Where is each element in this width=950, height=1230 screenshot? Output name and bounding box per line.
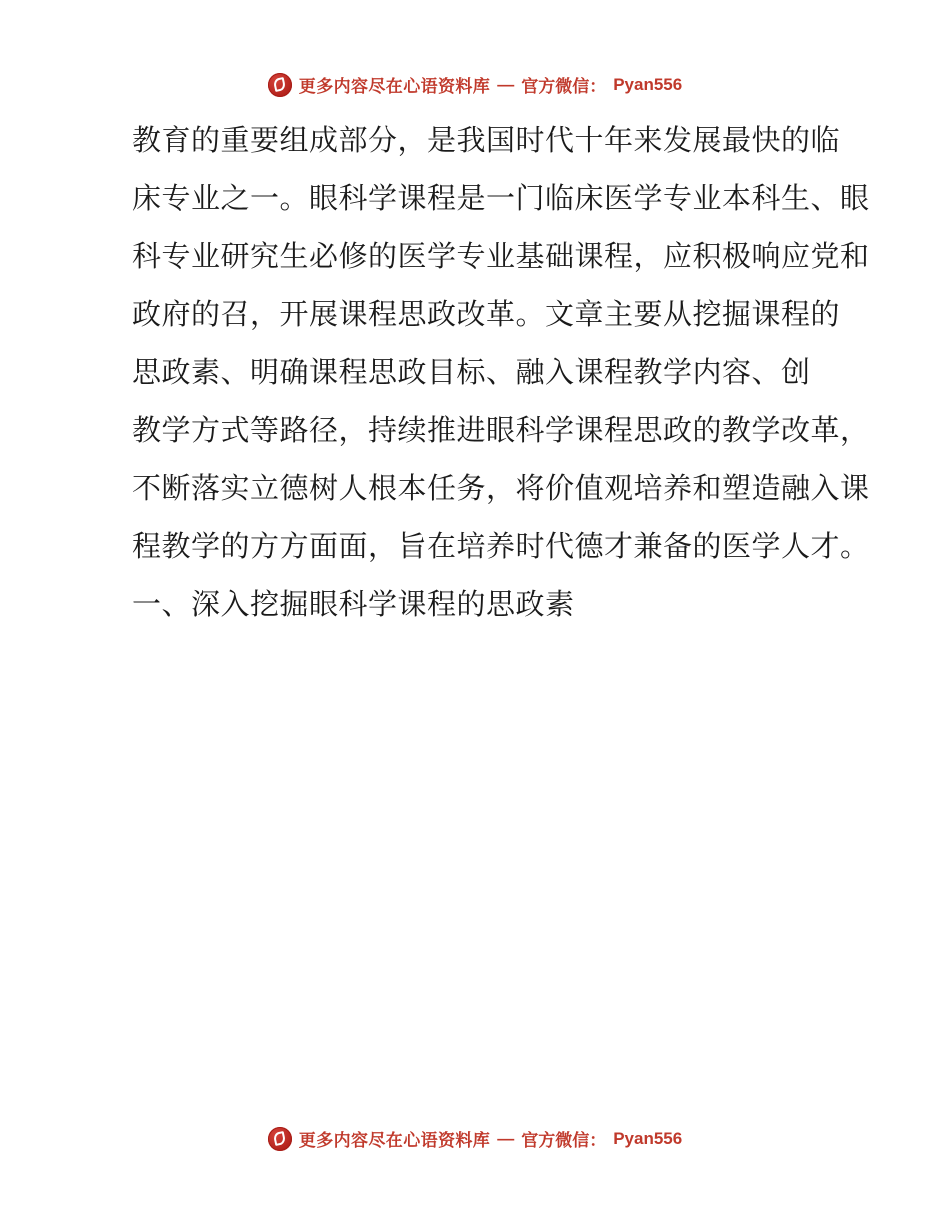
- watermark-wechat-handle: Pyan556: [613, 1128, 683, 1148]
- watermark-wechat-label: 官方微信：: [521, 77, 607, 96]
- watermark-logo-icon: [268, 1127, 292, 1151]
- paragraph: 教育的重要组成部分，是我国时代十年来发展最快的临: [132, 125, 841, 157]
- paragraph: 政府的召，开展课程思政改革。文章主要从挖掘课程的: [132, 299, 841, 331]
- watermark-text: 更多内容尽在心语资料库: [298, 77, 491, 96]
- paragraph: 程教学的方方面面，旨在培养时代德才兼备的医学人才。: [132, 531, 870, 563]
- watermark-separator: —: [497, 1128, 515, 1148]
- watermark-wechat-handle: Pyan556: [613, 74, 683, 94]
- watermark-logo-icon: [268, 73, 292, 97]
- document-body: [74, 112, 874, 634]
- watermark-separator: —: [497, 74, 515, 94]
- paragraph: 科专业研究生必修的医学专业基础课程，应积极响应党和: [132, 241, 870, 273]
- watermark-banner-bottom: [0, 1126, 950, 1151]
- watermark-banner-top: [0, 72, 950, 97]
- paragraph: 不断落实立德树人根本任务，将价值观培养和塑造融入课: [132, 473, 870, 505]
- paragraph: 教学方式等路径，持续推进眼科学课程思政的教学改革，: [132, 415, 870, 447]
- watermark-text: 更多内容尽在心语资料库: [298, 1131, 491, 1150]
- paragraph: 床专业之一。眼科学课程是一门临床医学专业本科生、眼: [132, 183, 870, 215]
- section-heading: 一、深入挖掘眼科学课程的思政素: [132, 589, 575, 621]
- watermark-wechat-label: 官方微信：: [521, 1131, 607, 1150]
- paragraph: 思政素、明确课程思政目标、融入课程教学内容、创: [132, 357, 811, 389]
